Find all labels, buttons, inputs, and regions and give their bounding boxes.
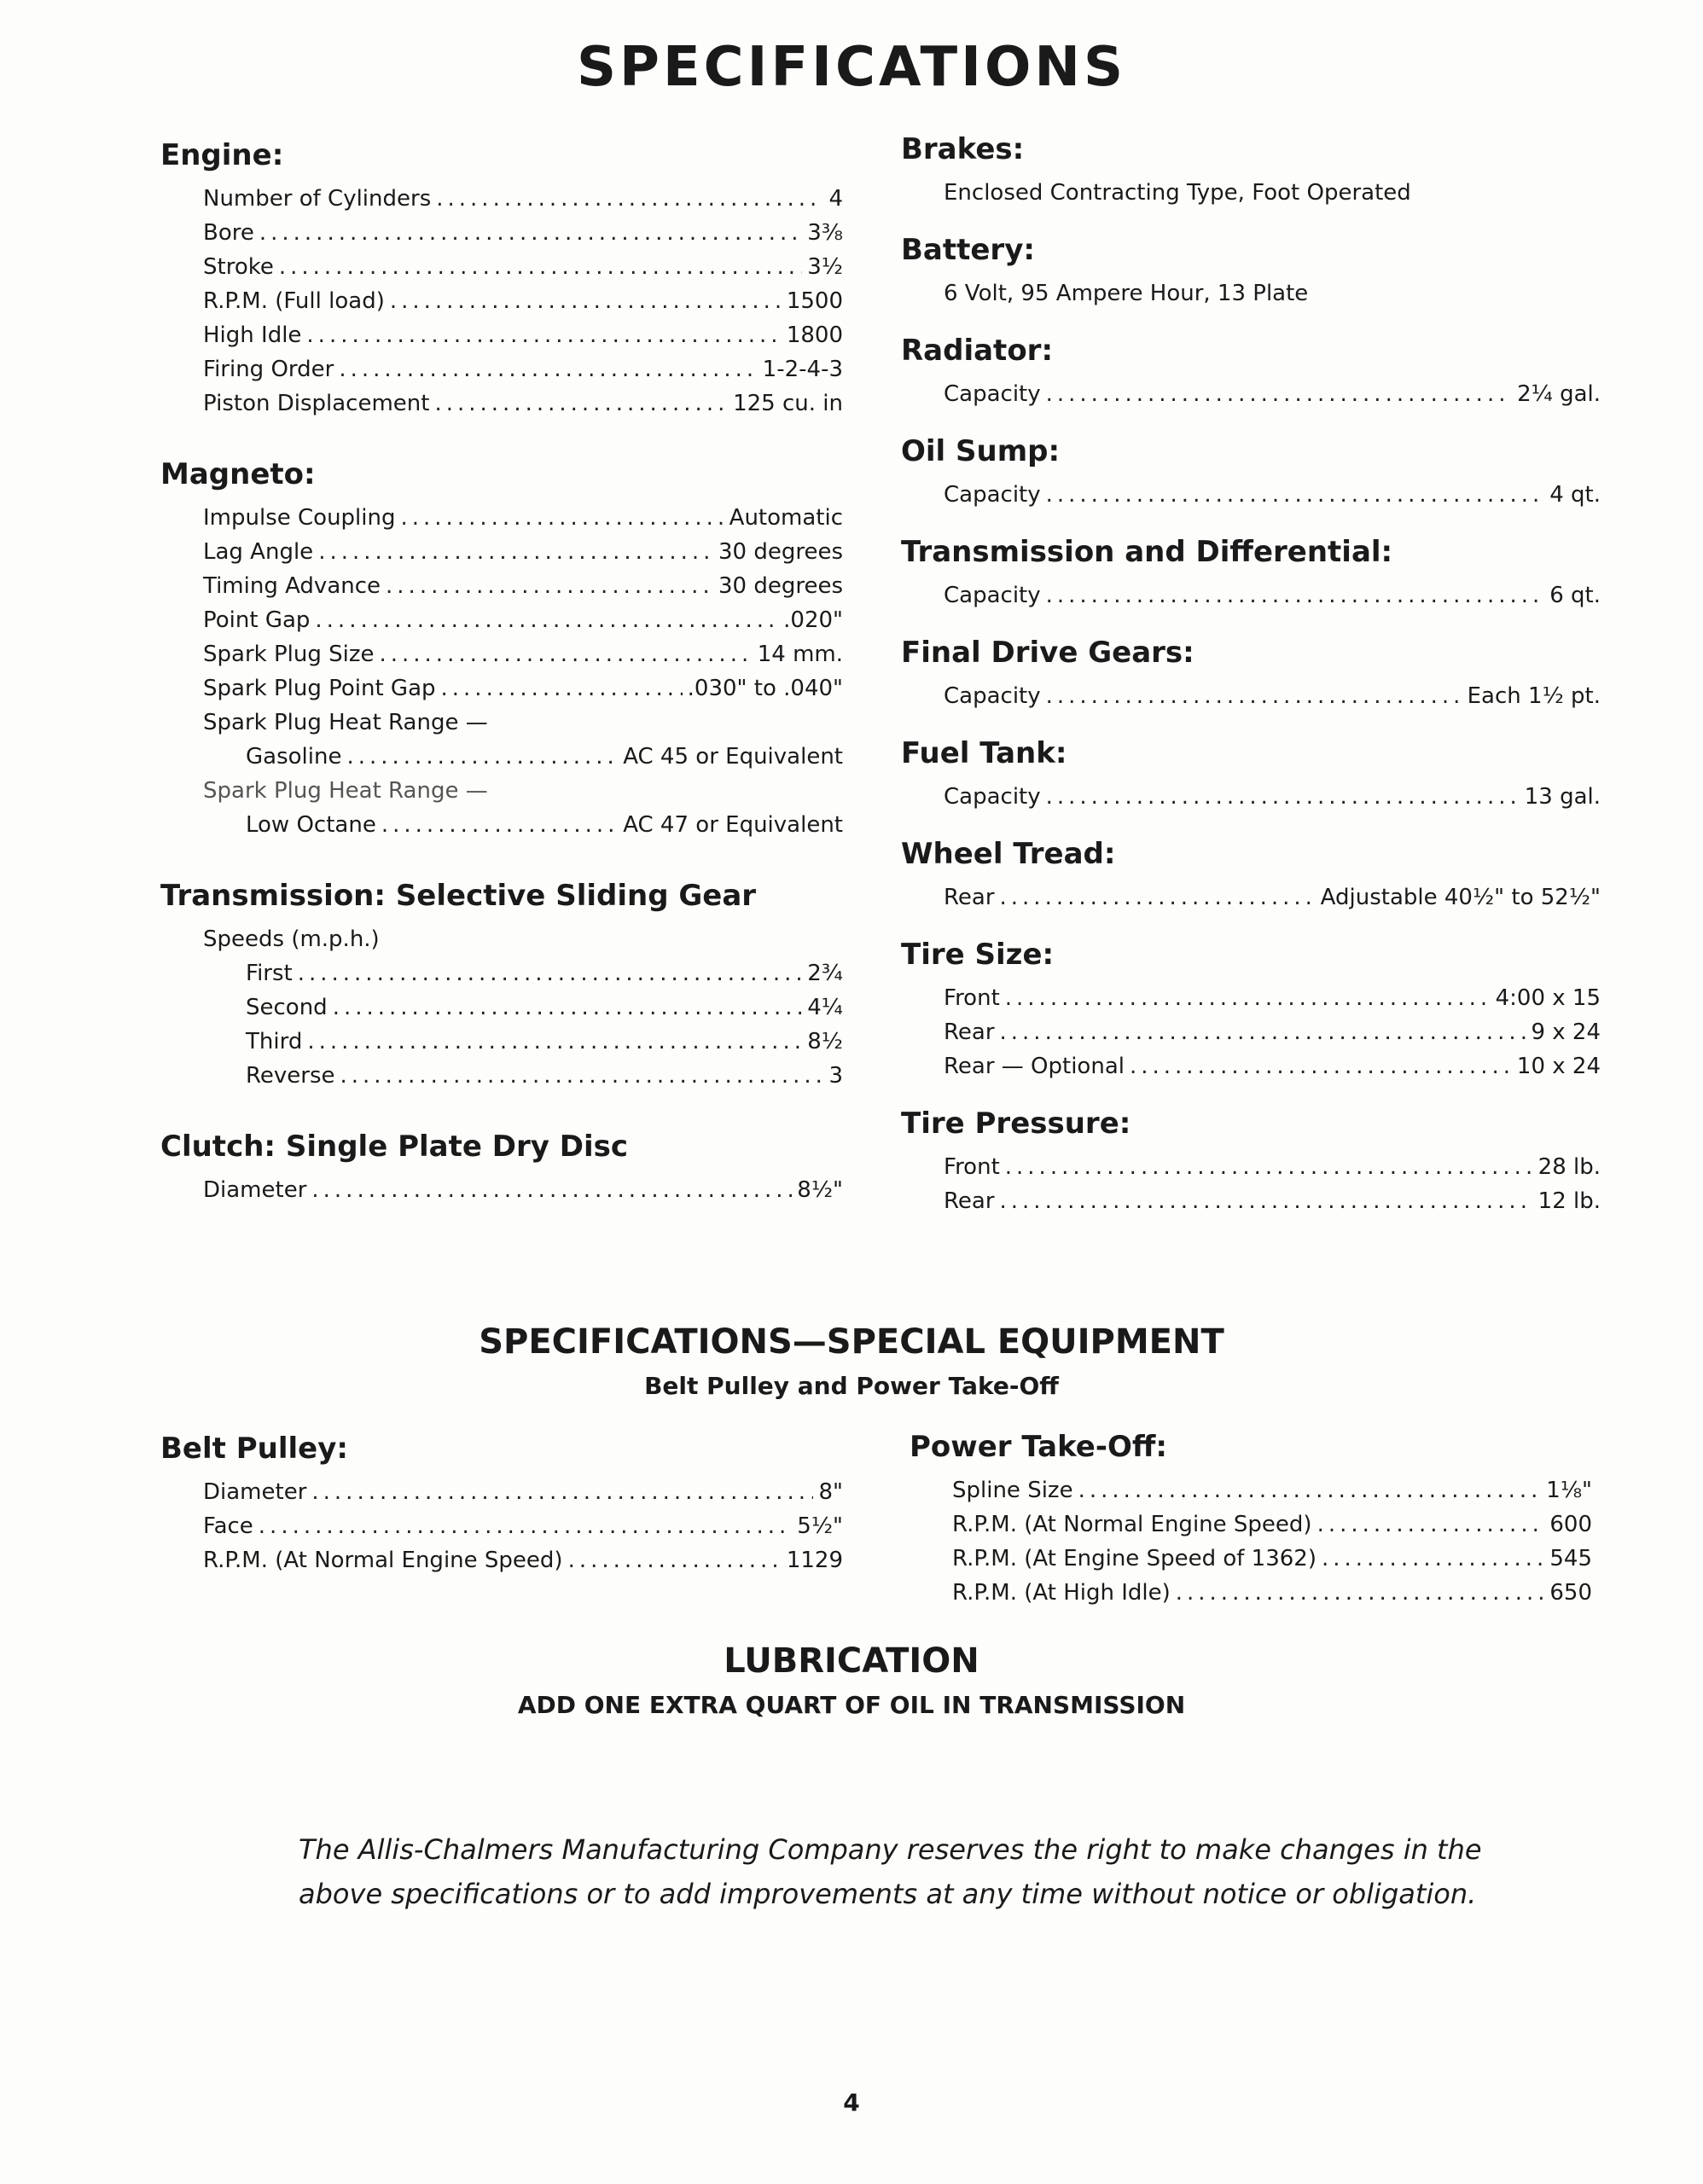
oil-sump-heading: Oil Sump: [901, 434, 1061, 468]
lubrication-note: ADD ONE EXTRA QUART OF OIL IN TRANSMISSION [517, 1691, 1186, 1719]
spec-row: Rear ..... Adjustable 40½" to 52½" [944, 885, 1601, 919]
brakes-heading: Brakes: [901, 132, 1025, 166]
spec-row: Gasoline ..... AC 45 or Equivalent [203, 744, 843, 778]
pto-section [910, 1430, 1592, 1614]
spec-row: First ..... 2¾ [246, 961, 843, 995]
tire-pressure-heading: Tire Pressure: [901, 1107, 1131, 1141]
special-heading: SPECIFICATIONS—SPECIAL EQUIPMENT [479, 1322, 1224, 1362]
tire-pressure-section [901, 1107, 1601, 1223]
battery-section [901, 233, 1601, 315]
spec-row: High Idle ..... 1800 [203, 322, 843, 357]
spec-row: Impulse Coupling ..... Automatic [203, 505, 843, 539]
magneto-section [160, 457, 843, 846]
clutch-section [160, 1130, 843, 1211]
trans-diff-heading: Transmission and Differential: [901, 535, 1393, 569]
spec-row: Firing Order ..... 1-2-4-3 [203, 357, 843, 391]
belt-pulley-heading: Belt Pulley: [160, 1432, 348, 1466]
tire-size-heading: Tire Size: [901, 938, 1055, 972]
spec-row: Rear ..... 12 lb. [944, 1188, 1601, 1223]
spec-row: Face ..... 5½" [203, 1513, 843, 1548]
spec-row: Capacity ..... 2¼ gal. [944, 381, 1601, 415]
spec-row: Front ..... 4:00 x 15 [944, 985, 1601, 1019]
heat-range-label: Spark Plug Heat Range — [203, 778, 488, 804]
spec-row: Rear — Optional ..... 10 x 24 [944, 1054, 1601, 1088]
wheel-tread-section [901, 837, 1601, 919]
battery-text: 6 Volt, 95 Ampere Hour, 13 Plate [944, 281, 1309, 306]
spec-row: R.P.M. (Full load) ..... 1500 [203, 288, 843, 322]
heat-range-label: Spark Plug Heat Range — [203, 710, 488, 735]
spec-row: Diameter ..... 8½" [203, 1177, 843, 1211]
spec-row: Lag Angle ..... 30 degrees [203, 539, 843, 573]
oil-sump-section [901, 434, 1601, 516]
spec-row: R.P.M. (At Engine Speed of 1362) ..... 545 [952, 1546, 1592, 1580]
spec-row: Capacity ..... 6 qt. [944, 583, 1601, 617]
belt-pulley-section [160, 1432, 843, 1582]
page-title: SPECIFICATIONS [576, 36, 1127, 99]
radiator-section [901, 334, 1601, 415]
spec-row: Point Gap ..... .020" [203, 607, 843, 642]
special-subheading: Belt Pulley and Power Take-Off [644, 1372, 1059, 1400]
final-drive-heading: Final Drive Gears: [901, 636, 1194, 670]
radiator-heading: Radiator: [901, 334, 1054, 368]
transmission-heading: Transmission: Selective Sliding Gear [160, 879, 757, 913]
spec-row: Low Octane ..... AC 47 or Equivalent [203, 812, 843, 846]
fuel-tank-heading: Fuel Tank: [901, 736, 1067, 770]
spec-row: Piston Displacement ..... 125 cu. in [203, 391, 843, 425]
spec-row: Capacity ..... 13 gal. [944, 784, 1601, 818]
wheel-tread-heading: Wheel Tread: [901, 837, 1116, 871]
fuel-tank-section [901, 736, 1601, 818]
spec-row: Spark Plug Point Gap ..... .030" to .040" [203, 676, 843, 710]
right-column [901, 132, 1601, 1223]
spec-row: Stroke ..... 3½ [203, 254, 843, 288]
spec-row: Third ..... 8½ [246, 1029, 843, 1063]
page-number: 4 [843, 2088, 860, 2117]
brakes-section [901, 132, 1601, 214]
spec-row: Rear ..... 9 x 24 [944, 1019, 1601, 1054]
clutch-heading: Clutch: Single Plate Dry Disc [160, 1130, 629, 1164]
spec-row: Reverse ..... 3 [246, 1063, 843, 1097]
engine-heading: Engine: [160, 138, 284, 172]
spec-row: R.P.M. (At High Idle) ..... 650 [952, 1580, 1592, 1614]
spec-row: Timing Advance ..... 30 degrees [203, 573, 843, 607]
spec-row: R.P.M. (At Normal Engine Speed) ..... 1129 [203, 1548, 843, 1582]
final-drive-section [901, 636, 1601, 717]
spec-row: Spark Plug Size ..... 14 mm. [203, 642, 843, 676]
spec-row: Capacity ..... 4 qt. [944, 482, 1601, 516]
tire-size-section [901, 938, 1601, 1088]
trans-diff-section [901, 535, 1601, 617]
spec-row: Spline Size ..... 1⅛" [952, 1478, 1592, 1512]
spec-row: Capacity ..... Each 1½ pt. [944, 683, 1601, 717]
magneto-heading: Magneto: [160, 457, 316, 491]
transmission-section [160, 879, 843, 1097]
left-column [160, 138, 843, 1244]
battery-heading: Battery: [901, 233, 1035, 267]
lubrication-heading: LUBRICATION [724, 1641, 979, 1681]
brakes-text: Enclosed Contracting Type, Foot Operated [944, 180, 1411, 206]
spec-row: Bore ..... 3⅜ [203, 220, 843, 254]
spec-row: Front ..... 28 lb. [944, 1154, 1601, 1188]
speeds-label: Speeds (m.p.h.) [203, 926, 380, 952]
pto-heading: Power Take-Off: [910, 1430, 1168, 1464]
spec-row: R.P.M. (At Normal Engine Speed) ..... 600 [952, 1512, 1592, 1546]
spec-row: Number of Cylinders ..... 4 [203, 186, 843, 220]
spec-row: Diameter ..... 8" [203, 1479, 843, 1513]
disclaimer-notice: The Allis-Chalmers Manufacturing Company reserves the right to make changes in the above specifications or to add improvements at any time without notice or obligation. [299, 1833, 1482, 1910]
spec-row: Second ..... 4¼ [246, 995, 843, 1029]
engine-section [160, 138, 843, 425]
